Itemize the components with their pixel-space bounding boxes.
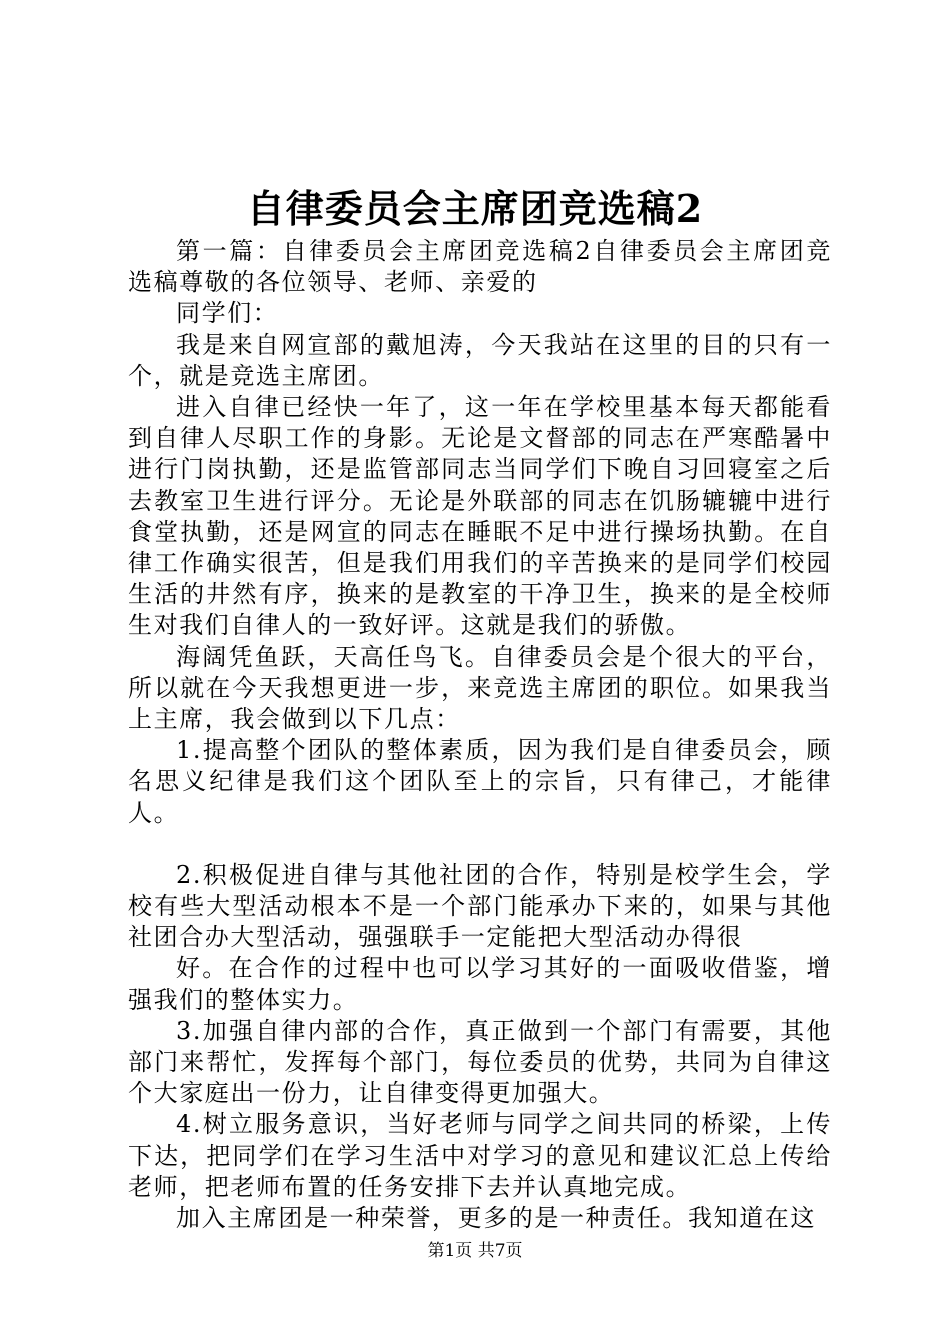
paragraph: 4.树立服务意识，当好老师与同学之间共同的桥梁，上传下达，把同学们在学习生活中对学习的意见和建议汇总上传给老师，把老师布置的任务安排下去并认真地完成。 [128, 1110, 832, 1201]
paragraph: 2.积极促进自律与其他社团的合作，特别是校学生会，学校有些大型活动根本不是一个部门能承办下来的，如果与其他社团合办大型活动，强强联手一定能把大型活动办得很 [128, 860, 832, 952]
paragraph: 加入主席团是一种荣誉，更多的是一种责任。我知道在这 [176, 1204, 816, 1233]
paragraph: 好。在合作的过程中也可以学习其好的一面吸收借鉴，增强我们的整体实力。 [128, 954, 832, 1014]
paragraph: 海阔凭鱼跃，天高任鸟飞。自律委员会是个很大的平台，所以就在今天我想更进一步，来竞选主席团的职位。如果我当上主席，我会做到以下几点： [128, 642, 832, 734]
paragraph: 进入自律已经快一年了，这一年在学校里基本每天都能看到自律人尽职工作的身影。无论是文督部的同志在严寒酷暑中进行门岗执勤，还是监管部同志当同学们下晚自习回寝室之后去教室卫生进行评分。无论是外联部的同志在饥肠辘辘中进行食堂执勤，还是网宣的同志在睡眠不足中进行操场执勤。在自律工作确实很苦，但是我们用我们的辛苦换来的是同学们校园生活的井然有序，换来的是教室的干净卫生，换来的是全校师生对我们自律人的一致好评。这就是我们的骄傲。 [128, 393, 832, 640]
page-number-footer: 第1页 共7页 [427, 1241, 523, 1261]
paragraph: 同学们： [176, 299, 279, 328]
document-title: 自律委员会主席团竞选稿2 [246, 186, 704, 231]
paragraph: 第一篇：自律委员会主席团竞选稿2自律委员会主席团竞选稿尊敬的各位领导、老师、亲爱的 [128, 237, 832, 297]
paragraph: 3.加强自律内部的合作，真正做到一个部门有需要，其他部门来帮忙，发挥每个部门，每位委员的优势，共同为自律这个大家庭出一份力，让自律变得更加强大。 [128, 1016, 832, 1108]
document-body [128, 236, 832, 1234]
paragraph: 我是来自网宣部的戴旭涛，今天我站在这里的目的只有一个，就是竞选主席团。 [128, 330, 832, 390]
paragraph: 1.提高整个团队的整体素质，因为我们是自律委员会，顾名思义纪律是我们这个团队至上的宗旨，只有律己，才能律人。 [128, 736, 832, 827]
